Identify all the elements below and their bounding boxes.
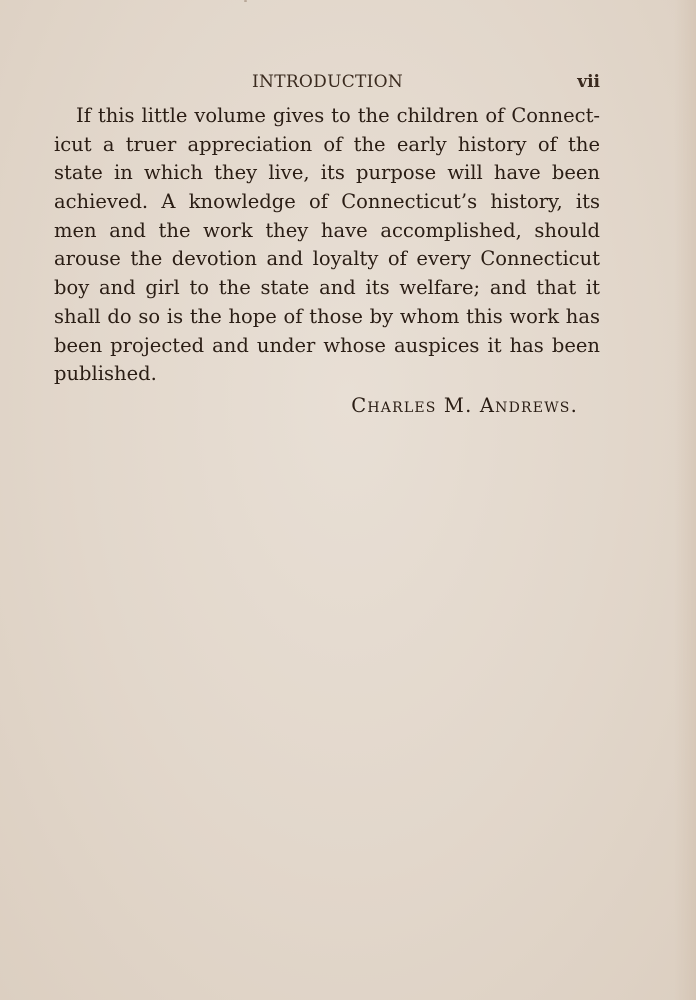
text-line: arouse the devotion and loyalty of every Connecticut [54,247,600,271]
text-line: been projected and under whose auspices it has been [54,333,600,357]
text-line: achieved. A knowledge of Connecticut’s history, its [54,190,600,214]
text-line: boy and girl to the state and its welfare; and that it [54,276,600,300]
text-line: icut a truer appreciation of the early history of the [54,132,600,156]
text-line: If this little volume gives to the children of Connect- [76,104,600,127]
text-line: men and the work they have accomplished, should [54,218,600,242]
text-line: state in which they live, its purpose will have been [54,161,600,185]
text-line: published. [54,362,157,386]
author-signature: Charles M. Andrews. [351,394,578,417]
paper-speck [244,0,247,2]
chapter-heading: INTRODUCTION [252,72,404,92]
page-number: vii [577,72,600,92]
running-head [54,72,600,96]
text-line: shall do so is the hope of those by whom this work has [54,304,600,328]
paragraph [54,102,600,389]
